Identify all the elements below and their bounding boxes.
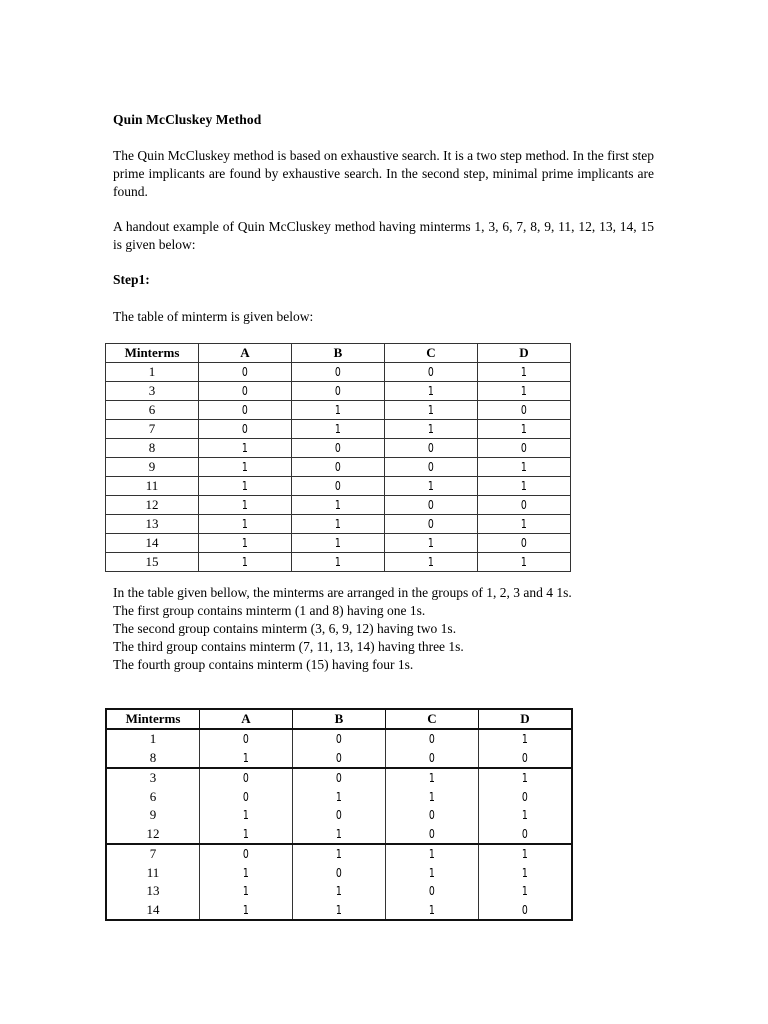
table-cell (106, 749, 200, 769)
table-cell (200, 901, 293, 921)
table-cell (479, 788, 573, 807)
table-cell (478, 515, 571, 534)
table-cell (478, 534, 571, 553)
document-title: Quin McCluskey Method (113, 112, 262, 127)
table-cell (293, 882, 386, 901)
cell-value: 13 (145, 516, 159, 531)
table-header-row (106, 709, 572, 729)
cell-value: 0 (242, 422, 248, 436)
table-cell (292, 382, 385, 401)
table-cell (385, 439, 478, 458)
cell-value: 1 (429, 902, 435, 917)
table-cell (292, 420, 385, 439)
cell-value: 0 (429, 750, 435, 765)
table-cell (292, 515, 385, 534)
table-cell (199, 363, 292, 382)
cell-value: 0 (428, 441, 434, 455)
table-row (106, 439, 571, 458)
explanation-line: In the table given bellow, the minterms are arranged in the groups of 1, 2, 3 and 4 1s. (113, 585, 572, 600)
cell-value: 1 (522, 808, 528, 823)
table-row (106, 477, 571, 496)
table-cell (479, 901, 573, 921)
column-header: D (479, 709, 573, 729)
grouped-minterm-table (105, 708, 573, 921)
cell-value: 0 (242, 403, 248, 417)
table-cell (293, 806, 386, 825)
cell-value: 1 (335, 555, 341, 569)
cell-value: 9 (149, 807, 157, 823)
table-row (106, 401, 571, 420)
cell-value: 1 (242, 460, 248, 474)
table-cell (200, 864, 293, 883)
table-row (106, 788, 572, 807)
cell-value: 1 (336, 884, 342, 899)
cell-value: 0 (521, 441, 527, 455)
cell-value: 0 (428, 517, 434, 531)
table-cell (106, 806, 200, 825)
explanation-line: The third group contains minterm (7, 11, 13, 14) having three 1s. (113, 639, 464, 654)
cell-value: 3 (148, 383, 156, 398)
cell-value: 1 (429, 789, 435, 804)
table-cell (385, 401, 478, 420)
table-cell (386, 882, 479, 901)
table-cell (106, 864, 200, 883)
cell-value: 1 (521, 555, 527, 569)
table-cell (292, 439, 385, 458)
table-cell (385, 477, 478, 496)
cell-value: 1 (336, 789, 342, 804)
cell-value: 1 (242, 441, 248, 455)
table-cell (293, 788, 386, 807)
cell-value: 0 (242, 365, 248, 379)
cell-value: 1 (242, 498, 248, 512)
cell-value: 1 (429, 771, 435, 786)
cell-value: 0 (336, 732, 342, 747)
cell-value: 1 (336, 902, 342, 917)
step1-heading: Step1: (113, 272, 150, 287)
table-cell (478, 496, 571, 515)
table-cell (293, 768, 386, 788)
cell-value: 1 (242, 479, 248, 493)
table-cell (479, 864, 573, 883)
cell-value: 0 (243, 732, 249, 747)
cell-value: 7 (149, 846, 157, 862)
explanation-line: The first group contains minterm (1 and 8) having one 1s. (113, 603, 426, 618)
cell-value: 9 (148, 459, 156, 474)
table-cell (106, 729, 200, 749)
table-cell (478, 420, 571, 439)
table-cell (106, 788, 200, 807)
table-cell (293, 749, 386, 769)
cell-value: 6 (148, 402, 156, 417)
cell-value: 0 (429, 732, 435, 747)
table-cell (479, 729, 573, 749)
table-cell (199, 458, 292, 477)
table-cell (292, 477, 385, 496)
cell-value: 0 (429, 884, 435, 899)
table-cell (292, 553, 385, 572)
cell-value: 0 (522, 826, 528, 841)
cell-value: 1 (242, 536, 248, 550)
table-cell (292, 534, 385, 553)
table-cell (199, 401, 292, 420)
cell-value: 3 (149, 770, 157, 786)
table-cell (293, 864, 386, 883)
table-intro-text: The table of minterm is given below: (113, 309, 314, 324)
table-row (106, 420, 571, 439)
cell-value: 7 (148, 421, 156, 436)
cell-value: 1 (428, 422, 434, 436)
table-cell (292, 458, 385, 477)
table-cell (106, 420, 199, 439)
cell-value: 13 (146, 883, 160, 899)
table-cell (386, 806, 479, 825)
cell-value: 1 (335, 536, 341, 550)
cell-value: 1 (522, 771, 528, 786)
cell-value: 0 (522, 789, 528, 804)
table-row (106, 458, 571, 477)
table-cell (106, 458, 199, 477)
cell-value: 1 (336, 847, 342, 862)
cell-value: 1 (242, 555, 248, 569)
cell-value: 15 (145, 554, 159, 569)
cell-value: 0 (521, 536, 527, 550)
table-cell (106, 363, 199, 382)
table-cell (478, 458, 571, 477)
cell-value: 0 (428, 498, 434, 512)
table-cell (386, 768, 479, 788)
table-cell (478, 363, 571, 382)
minterm-table (105, 343, 571, 572)
table-cell (200, 768, 293, 788)
table-row (106, 825, 572, 845)
table-cell (478, 477, 571, 496)
cell-value: 1 (242, 517, 248, 531)
table-cell (386, 729, 479, 749)
column-header: D (478, 344, 571, 363)
column-header: Minterms (106, 344, 199, 363)
cell-value: 0 (243, 771, 249, 786)
table-cell (199, 496, 292, 515)
cell-value: 1 (429, 847, 435, 862)
cell-value: 0 (521, 403, 527, 417)
cell-value: 1 (521, 517, 527, 531)
table-cell (293, 901, 386, 921)
table-cell (479, 882, 573, 901)
table-cell (293, 729, 386, 749)
cell-value: 1 (521, 384, 527, 398)
cell-value: 14 (145, 535, 159, 550)
table-cell (478, 401, 571, 420)
cell-value: 0 (335, 460, 341, 474)
table-cell (199, 420, 292, 439)
cell-value: 0 (429, 808, 435, 823)
cell-value: 0 (428, 365, 434, 379)
cell-value: 1 (243, 865, 249, 880)
table-cell (106, 825, 200, 845)
cell-value: 0 (242, 384, 248, 398)
cell-value: 1 (521, 460, 527, 474)
table-cell (385, 553, 478, 572)
table-cell (292, 401, 385, 420)
cell-value: 0 (521, 498, 527, 512)
column-header: C (386, 709, 479, 729)
table-row (106, 901, 572, 921)
table-cell (479, 844, 573, 864)
table-cell (106, 901, 200, 921)
column-header: A (199, 344, 292, 363)
cell-value: 0 (335, 479, 341, 493)
column-header: B (292, 344, 385, 363)
explanation-line: The second group contains minterm (3, 6, 9, 12) having two 1s. (113, 621, 457, 636)
table-cell (386, 749, 479, 769)
cell-value: 0 (243, 847, 249, 862)
cell-value: 1 (148, 364, 156, 379)
table-cell (386, 788, 479, 807)
table-cell (106, 477, 199, 496)
column-header: B (293, 709, 386, 729)
cell-value: 1 (335, 517, 341, 531)
column-header: C (385, 344, 478, 363)
cell-value: 1 (335, 498, 341, 512)
explanation-line: The fourth group contains minterm (15) having four 1s. (113, 657, 414, 672)
table-cell (386, 901, 479, 921)
table-row (106, 844, 572, 864)
column-header: A (200, 709, 293, 729)
cell-value: 1 (428, 536, 434, 550)
cell-value: 8 (148, 440, 156, 455)
table-cell (199, 439, 292, 458)
table-cell (106, 534, 199, 553)
table-row (106, 496, 571, 515)
table-cell (385, 420, 478, 439)
cell-value: 1 (428, 555, 434, 569)
cell-value: 11 (146, 864, 160, 880)
cell-value: 1 (335, 403, 341, 417)
cell-value: 0 (428, 460, 434, 474)
example-paragraph: A handout example of Quin McCluskey method having minterms 1, 3, 6, 7, 8, 9, 11, 12, 13, 14, 15 is given below: (113, 219, 654, 252)
grouping-explanation (113, 584, 572, 674)
intro-paragraph: The Quin McCluskey method is based on exhaustive search. It is a two step method. In the first step prime implicants are found by exhaustive search. In the second step, minimal prime implicants are found. (113, 148, 654, 199)
table-cell (106, 496, 199, 515)
cell-value: 11 (145, 478, 159, 493)
cell-value: 0 (522, 750, 528, 765)
table-cell (385, 458, 478, 477)
table-row (106, 806, 572, 825)
table-cell (293, 844, 386, 864)
table-cell (293, 825, 386, 845)
cell-value: 1 (243, 826, 249, 841)
table-cell (478, 439, 571, 458)
table-row (106, 864, 572, 883)
table-cell (106, 439, 199, 458)
table-cell (200, 882, 293, 901)
table-cell (200, 729, 293, 749)
table-cell (292, 496, 385, 515)
table-cell (479, 825, 573, 845)
cell-value: 0 (335, 365, 341, 379)
cell-value: 1 (522, 865, 528, 880)
column-header: Minterms (106, 709, 200, 729)
cell-value: 1 (243, 902, 249, 917)
cell-value: 12 (145, 497, 159, 512)
table-cell (200, 806, 293, 825)
cell-value: 1 (243, 884, 249, 899)
table-cell (478, 553, 571, 572)
cell-value: 1 (522, 884, 528, 899)
table-row (106, 363, 571, 382)
table-cell (478, 382, 571, 401)
cell-value: 1 (428, 384, 434, 398)
table-row (106, 534, 571, 553)
cell-value: 1 (429, 865, 435, 880)
table-cell (106, 401, 199, 420)
cell-value: 12 (146, 825, 160, 841)
table-cell (385, 515, 478, 534)
cell-value: 1 (243, 750, 249, 765)
table-cell (386, 844, 479, 864)
table-row (106, 882, 572, 901)
table-cell (385, 363, 478, 382)
table-cell (292, 363, 385, 382)
cell-value: 0 (336, 808, 342, 823)
table-cell (200, 844, 293, 864)
table-cell (199, 477, 292, 496)
table-cell (200, 788, 293, 807)
table-row (106, 553, 571, 572)
cell-value: 0 (335, 384, 341, 398)
cell-value: 0 (243, 789, 249, 804)
cell-value: 0 (336, 750, 342, 765)
cell-value: 0 (336, 865, 342, 880)
table-row (106, 729, 572, 749)
table-cell (199, 382, 292, 401)
table-cell (199, 534, 292, 553)
table-cell (200, 749, 293, 769)
cell-value: 1 (522, 732, 528, 747)
table-cell (386, 864, 479, 883)
table-cell (200, 825, 293, 845)
cell-value: 1 (149, 731, 157, 747)
table-row (106, 382, 571, 401)
table-row (106, 749, 572, 769)
cell-value: 0 (429, 826, 435, 841)
table-cell (479, 806, 573, 825)
table-row (106, 515, 571, 534)
table-row (106, 768, 572, 788)
cell-value: 14 (146, 901, 160, 917)
cell-value: 1 (521, 422, 527, 436)
table-cell (106, 553, 199, 572)
cell-value: 1 (336, 826, 342, 841)
table-cell (385, 534, 478, 553)
cell-value: 0 (336, 771, 342, 786)
table-header-row (106, 344, 571, 363)
table-cell (479, 768, 573, 788)
table-cell (385, 382, 478, 401)
cell-value: 1 (521, 479, 527, 493)
table-cell (479, 749, 573, 769)
cell-value: 1 (243, 808, 249, 823)
table-cell (199, 553, 292, 572)
cell-value: 1 (521, 365, 527, 379)
cell-value: 6 (149, 788, 157, 804)
cell-value: 1 (428, 479, 434, 493)
table-cell (106, 844, 200, 864)
table-cell (106, 382, 199, 401)
table-cell (199, 515, 292, 534)
cell-value: 8 (149, 749, 157, 765)
table-cell (106, 515, 199, 534)
cell-value: 1 (522, 847, 528, 862)
table-cell (106, 768, 200, 788)
table-cell (106, 882, 200, 901)
cell-value: 0 (335, 441, 341, 455)
cell-value: 1 (428, 403, 434, 417)
table-cell (385, 496, 478, 515)
cell-value: 1 (335, 422, 341, 436)
table-cell (386, 825, 479, 845)
cell-value: 0 (522, 902, 528, 917)
